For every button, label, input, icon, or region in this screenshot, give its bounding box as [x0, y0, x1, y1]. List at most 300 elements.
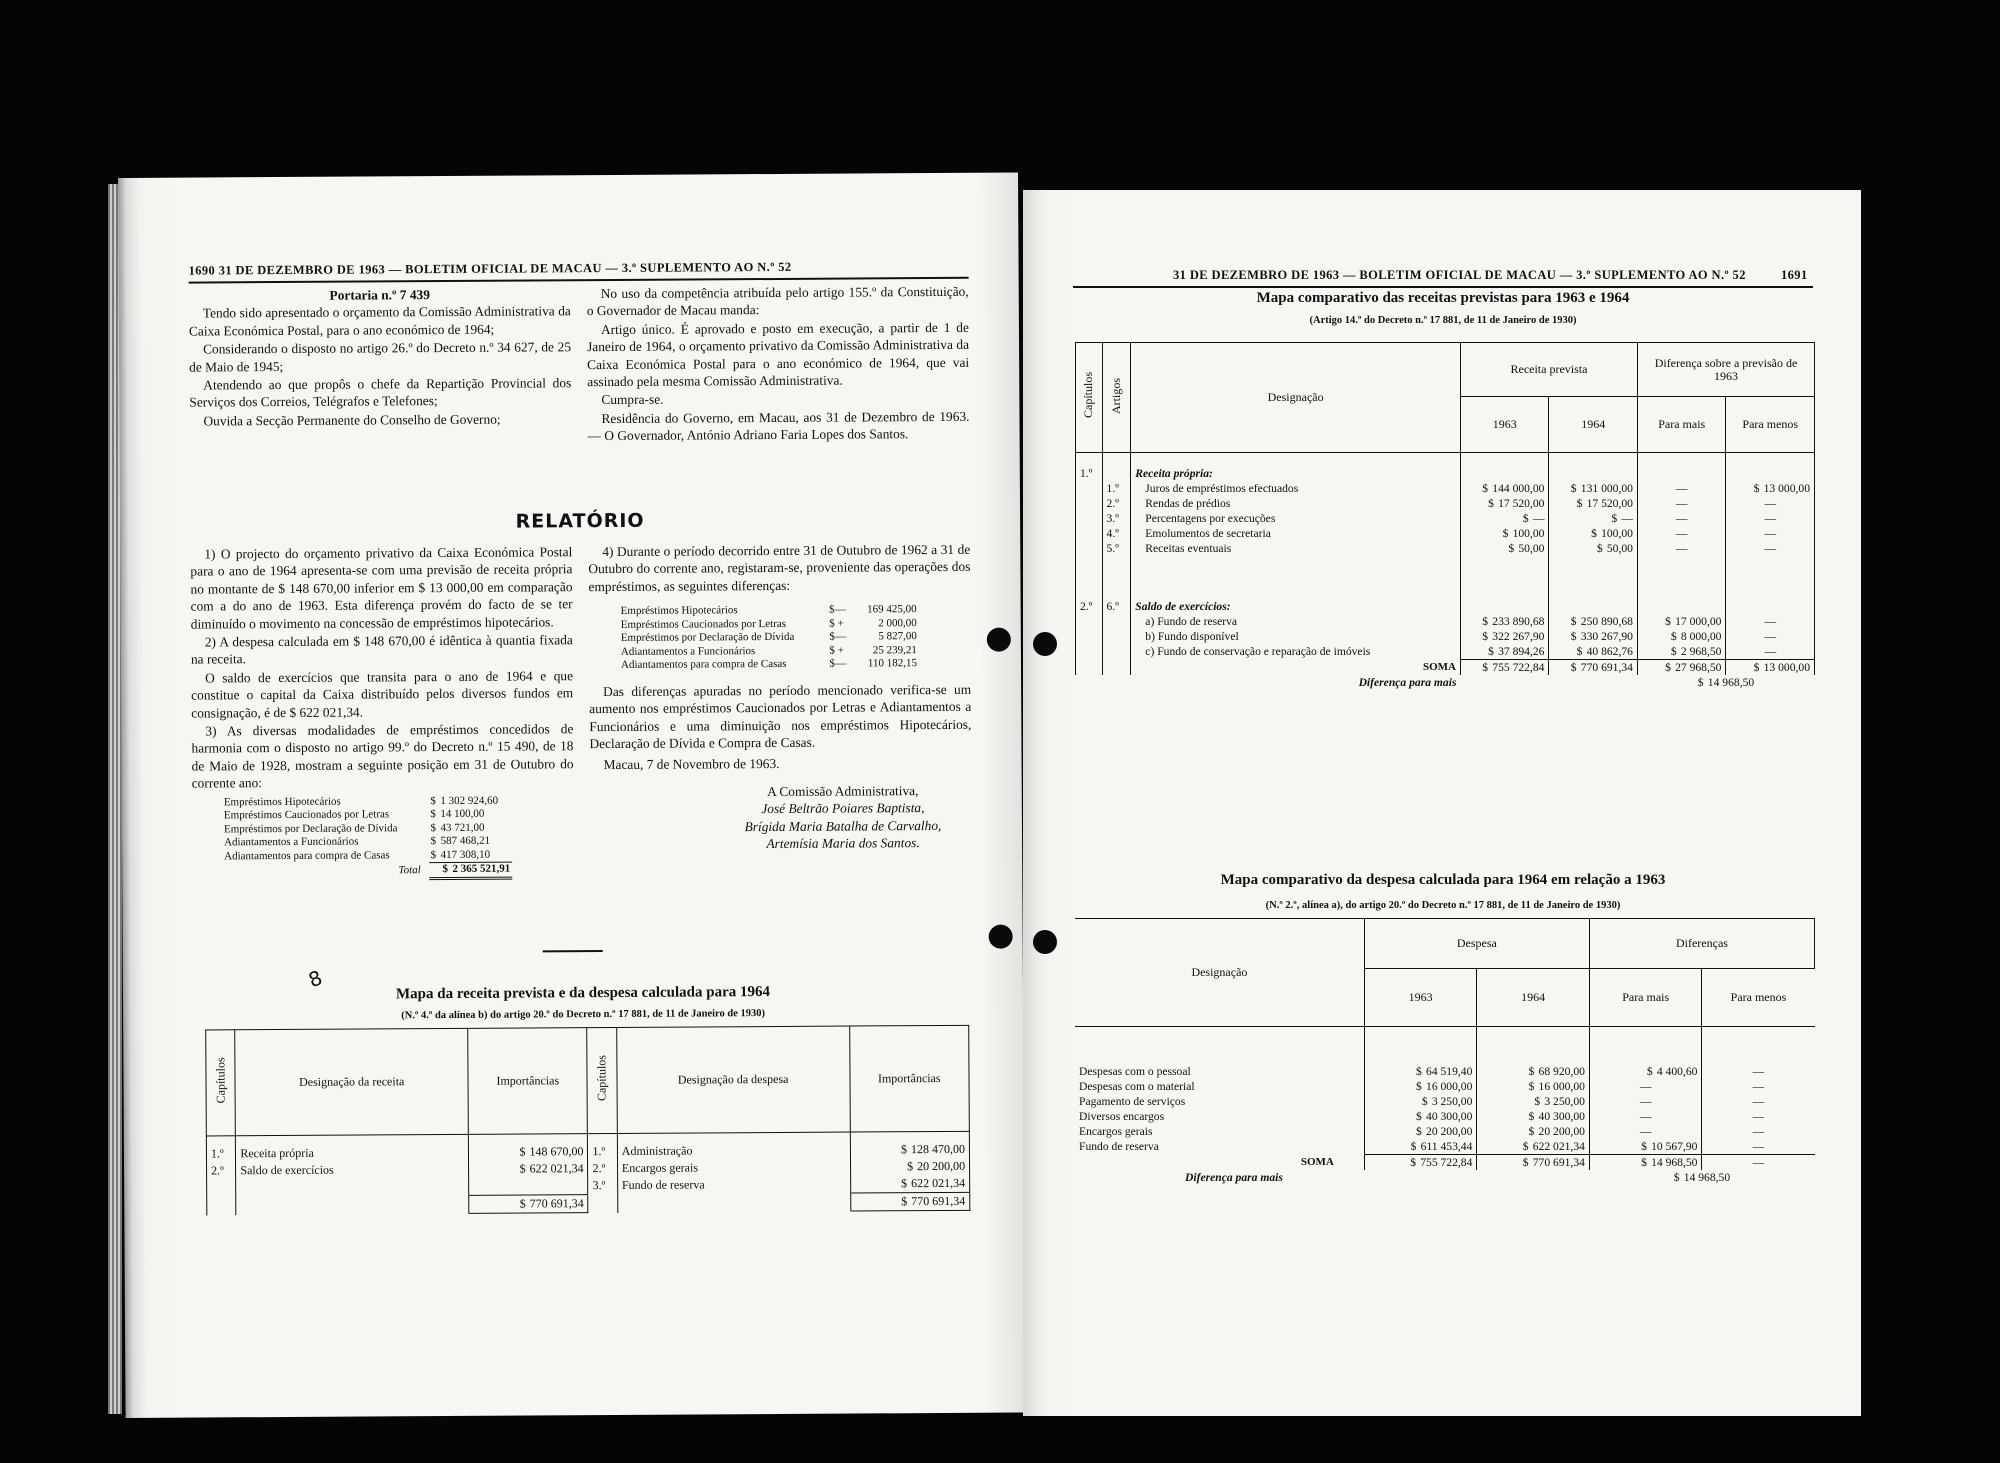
- t2-row-mais: 4 400,60: [1656, 1065, 1698, 1078]
- t2-row-menos: —: [1702, 1079, 1815, 1094]
- t1-row-menos: 13 000,00: [1763, 482, 1810, 495]
- t1-diff-value: 14 968,50: [1707, 676, 1755, 689]
- currency-sign: $: [1673, 1171, 1680, 1184]
- empty-cell: [1076, 481, 1103, 496]
- loans-total-value: 2 365 521,91: [452, 862, 511, 876]
- loan-diff-label: Empréstimos Hipotecários: [620, 604, 738, 618]
- mapa-receita-value-cell: [469, 1160, 589, 1178]
- t1-diff-label: Diferença para mais: [1358, 676, 1457, 689]
- mapa-despesa-value-cell: [850, 1158, 970, 1176]
- empty-cell: [1076, 526, 1103, 541]
- mapa-despesa-cap: 2.º: [588, 1160, 617, 1177]
- t1-row-1964: 50,00: [1606, 542, 1633, 555]
- col-importancias-rec: Importâncias: [468, 1028, 588, 1135]
- empty-cell: [1460, 586, 1549, 614]
- loan-diff-value-cell: [817, 644, 919, 658]
- loans-total-label: Total: [398, 863, 421, 876]
- loan-diff-value-cell: [817, 630, 919, 644]
- t2-row-1963-cell: [1364, 1124, 1477, 1139]
- signature-name: Brígida Maria Batalha de Carvalho,: [744, 817, 942, 834]
- left-page-header: 1690 31 DE DEZEMBRO DE 1963 — BOLETIM OFICIAL DE MACAU — 3.º SUPLEMENTO AO N.º 52: [188, 259, 792, 278]
- empty-cell: [1549, 556, 1638, 586]
- t1-row-art: [1102, 629, 1131, 644]
- empty-cell: [1102, 660, 1131, 676]
- t2-data-row: [1075, 1079, 1815, 1094]
- loan-label: Empréstimos por Declaração de Dívida: [223, 821, 398, 836]
- t2-row-label: Fundo de reserva: [1075, 1139, 1364, 1155]
- currency-sign: $: [1528, 1065, 1535, 1078]
- t1-diff-value-cell: [1637, 675, 1814, 690]
- portaria-paragraph: Residência do Governo, em Macau, aos 31 de Dezembro de 1963. — O Governador, António Adriano Faria Lopes dos Santos.: [587, 408, 970, 444]
- currency-sign: $: [1482, 482, 1489, 495]
- t1-row-1963: 100,00: [1512, 527, 1545, 540]
- signature-name: José Beltrão Poiares Baptista,: [761, 800, 925, 817]
- t2-row-mais: 10 567,90: [1651, 1140, 1698, 1153]
- relatorio-col-2: [588, 541, 972, 854]
- loan-value: 14 100,00: [440, 807, 485, 821]
- t2-sum-label: SOMA: [1075, 1155, 1364, 1171]
- portaria-paragraph: Tendo sido apresentado o orçamento da Comissão Administrativa da Caixa Económica Postal, para o ano económico de 1964;: [188, 303, 571, 339]
- mapa-total-receita: 770 691,34: [529, 1196, 584, 1211]
- t2-data-row: [1075, 1109, 1815, 1124]
- t2-row-1964-cell: [1477, 1124, 1590, 1139]
- t1-row-art: 4.º: [1102, 526, 1131, 541]
- t2-col-para-mais: Para mais: [1589, 969, 1702, 1027]
- t1-col-1963: 1963: [1460, 397, 1549, 453]
- loan-diff-label: Empréstimos Caucionados por Letras: [620, 617, 787, 631]
- t1-data-row: [1076, 541, 1815, 556]
- t2-row-1964: 3 250,00: [1544, 1095, 1585, 1108]
- t2-data-row: [1075, 1124, 1815, 1139]
- currency-sign: $: [430, 808, 436, 821]
- t1-sum-row: [1076, 660, 1815, 676]
- t2-col-1963: 1963: [1364, 969, 1477, 1027]
- mapa-title: Mapa da receita prevista e da despesa calculada para 1964: [395, 984, 771, 1003]
- t1-col-diferenca: Diferença sobre a previsão de 1963: [1637, 343, 1814, 397]
- relatorio-paragraph: O saldo de exercícios que transita para o ano de 1964 e que constitue o capital da Caixa distribuído pelos diversos fundos em consignação, é de $ 622 021,34.: [191, 668, 574, 721]
- t1-row-1964: 40 862,76: [1586, 645, 1633, 658]
- t2-sum-1964: 770 691,34: [1532, 1156, 1585, 1169]
- currency-sign: $: [1416, 1110, 1422, 1123]
- t1-data-row: [1076, 644, 1815, 660]
- empty-cell: [1549, 675, 1638, 690]
- loan-diff-label: Adiantamentos para compra de Casas: [620, 658, 787, 672]
- t1-sum-menos: 13 000,00: [1763, 661, 1810, 674]
- t2-row-1963: 64 519,40: [1426, 1065, 1473, 1078]
- loan-value-cell: [428, 794, 512, 808]
- t1-data-row: [1076, 481, 1815, 496]
- t2-data-row: [1075, 1027, 1815, 1080]
- t1-row-menos: —: [1726, 511, 1815, 526]
- t1-section-row: [1076, 586, 1815, 614]
- currency-sign: $: [900, 1142, 907, 1157]
- col-capitulos-desp: Capítulos: [594, 1055, 609, 1102]
- t1-row-mais: —: [1637, 496, 1726, 511]
- t1-row-1964-cell: [1549, 481, 1638, 496]
- loan-diff-value: 5 827,00: [878, 630, 917, 643]
- t1-diff-row: [1076, 675, 1815, 690]
- loan-value-cell: [429, 835, 513, 849]
- t1-data-row: [1076, 511, 1815, 526]
- currency-sign: $: [901, 1194, 908, 1209]
- loan-value: 43 721,00: [440, 821, 485, 834]
- t1-data-row: [1076, 496, 1815, 511]
- t1-col-capitulos: Capítulos: [1081, 372, 1096, 419]
- t1-row-1963: 17 520,00: [1498, 497, 1545, 510]
- currency-sign: $: [829, 657, 836, 670]
- loan-label: Adiantamentos para compra de Casas: [224, 849, 390, 863]
- t1-row-menos-cell: [1726, 481, 1815, 496]
- t2-row-mais-cell: [1589, 1139, 1702, 1155]
- t1-row-1964: 17 520,00: [1586, 497, 1633, 510]
- t1-row-mais: —: [1637, 511, 1726, 526]
- currency-sign: $: [901, 1176, 908, 1191]
- portaria-paragraph: Atendendo ao que propôs o chefe da Repartição Provincial dos Serviços dos Correios, Telégrafos e Telefones;: [189, 375, 572, 411]
- currency-sign: $: [1488, 645, 1494, 658]
- t1-row-menos: —: [1726, 496, 1815, 511]
- empty-cell: [1076, 675, 1103, 690]
- t1-row-mais: 8 000,00: [1680, 630, 1722, 643]
- t1-row-art: [1102, 614, 1131, 629]
- t1-data-row: [1076, 614, 1815, 629]
- t2-sum-menos: —: [1702, 1155, 1815, 1171]
- t1-row-label: Receitas eventuais: [1131, 541, 1461, 556]
- t2-col-para-menos: Para menos: [1702, 969, 1815, 1027]
- t2-col-designacao: Designação: [1075, 919, 1364, 1027]
- mapa-receita-value: 148 670,00: [529, 1144, 584, 1159]
- loan-diff-label: Adiantamentos a Funcionários: [620, 644, 756, 658]
- mapa-total-row: [207, 1192, 970, 1215]
- t1-row-1963: —: [1532, 512, 1545, 525]
- currency-sign: $: [1665, 615, 1671, 628]
- t1-row-label: a) Fundo de reserva: [1131, 614, 1461, 629]
- t1-sum-1963-cell: [1460, 660, 1549, 676]
- mapa-receita-cap: 2.º: [207, 1162, 236, 1179]
- t1-row-1964: 330 267,90: [1580, 630, 1633, 643]
- t2-row-mais: —: [1589, 1094, 1702, 1109]
- col-designacao-despesa: Designação da despesa: [617, 1026, 850, 1133]
- t1-row-mais: 2 968,50: [1680, 645, 1722, 658]
- currency-sign: $: [1488, 497, 1494, 510]
- relatorio-item-4: 4) Durante o período decorrido entre 31 de Outubro de 1962 a 31 de Outubro do corrente ano, registaram-se, proveniente das operações dos empréstimos, as seguintes diferenças:: [588, 541, 971, 594]
- t1-row-1964-cell: [1549, 496, 1638, 511]
- t2-row-menos: —: [1702, 1124, 1815, 1139]
- t1-row-1963: 37 894,26: [1498, 645, 1545, 658]
- t1-row-art: [1102, 644, 1131, 660]
- t2-row-1963-cell: [1364, 1109, 1477, 1124]
- t2-row-1964: 68 920,00: [1538, 1065, 1585, 1078]
- empty-cell: [588, 1194, 617, 1212]
- empty-cell: [1637, 586, 1726, 614]
- t1-row-menos: —: [1726, 541, 1815, 556]
- t2-row-1963: 16 000,00: [1426, 1080, 1473, 1093]
- loan-diff-value-cell: [817, 657, 919, 671]
- empty-cell: [1460, 675, 1549, 690]
- t1-row-mais-cell: [1637, 614, 1726, 629]
- t2-row-mais: —: [1589, 1124, 1702, 1139]
- t1-row-1964: —: [1621, 512, 1633, 525]
- empty-cell: [1460, 453, 1549, 482]
- t1-row-1964-cell: [1549, 644, 1638, 660]
- t1-row-mais: —: [1637, 526, 1726, 541]
- t2-row-label: Encargos gerais: [1075, 1124, 1364, 1139]
- handwritten-mark: 8: [305, 965, 326, 993]
- currency-sign: $: [1410, 1140, 1417, 1153]
- empty-cell: [1076, 644, 1103, 660]
- punch-hole: [987, 628, 1011, 652]
- loan-diff-sign: +: [837, 644, 845, 657]
- loan-value-cell: [429, 848, 513, 863]
- t2-row-1963: 3 250,00: [1431, 1095, 1473, 1108]
- table1-subtitle: (Artigo 14.º do Decreto n.º 17 881, de 11 de Janeiro de 1930): [1309, 315, 1577, 326]
- t2-row-label: Pagamento de serviços: [1075, 1094, 1364, 1109]
- currency-sign: $: [1534, 1095, 1541, 1108]
- currency-sign: $: [519, 1196, 526, 1211]
- signature-head: A Comissão Administrativa,: [767, 782, 919, 799]
- t1-row-1963: 322 267,90: [1492, 630, 1545, 643]
- t1-row-1963: 144 000,00: [1492, 482, 1545, 495]
- t1-row-1964-cell: [1549, 541, 1638, 556]
- t1-row-label: Rendas de prédios: [1131, 496, 1461, 511]
- t2-row-menos: —: [1702, 1027, 1815, 1080]
- mapa-receita-label: Saldo de exercícios: [236, 1161, 469, 1179]
- t1-row-label: Percentagens por execuções: [1131, 511, 1461, 526]
- empty-cell: [1364, 1170, 1477, 1185]
- t1-row-art: 2.º: [1102, 496, 1131, 511]
- empty-cell: [1076, 511, 1103, 526]
- empty-cell: [1076, 541, 1103, 556]
- empty-cell: [1477, 1170, 1590, 1185]
- t2-row-1964-cell: [1477, 1094, 1590, 1109]
- mapa-total-despesa-cell: [850, 1192, 970, 1211]
- t1-row-1963-cell: [1460, 541, 1549, 556]
- relatorio-col-1: [190, 543, 574, 881]
- t1-row-mais-cell: [1637, 629, 1726, 644]
- mapa-despesa-label: Fundo de reserva: [617, 1176, 850, 1195]
- mapa-despesa-value: 622 021,34: [911, 1175, 966, 1191]
- currency-sign: $: [1482, 630, 1489, 643]
- currency-sign: $: [519, 1161, 526, 1176]
- t1-row-1963-cell: [1460, 511, 1549, 526]
- empty-cell: [1726, 556, 1815, 586]
- loan-row: [222, 848, 512, 864]
- currency-sign: $: [1641, 1140, 1647, 1153]
- t1-row-1964: 131 000,00: [1580, 482, 1633, 495]
- t1-col-designacao: Designação: [1131, 343, 1461, 453]
- t1-sum-1963: 755 722,84: [1492, 661, 1545, 674]
- t2-sum-1963-cell: [1364, 1155, 1477, 1171]
- loan-diff-sign: —: [835, 603, 847, 616]
- relatorio-paragraph: 3) As diversas modalidades de empréstimos concedidos de harmonia com o disposto no artigo 99.º do Decreto n.º 15 490, de 18 de Maio de 1928, mostram a seguinte posição em 31 de Outubro do corrente ano:: [191, 721, 574, 791]
- col-capitulos-rec: Capítulos: [213, 1057, 228, 1104]
- mapa-receita-despesa-table: [205, 1025, 970, 1216]
- currency-sign: $: [1482, 661, 1489, 674]
- empty-cell: [1076, 629, 1103, 644]
- loan-diff-sign: —: [835, 630, 847, 643]
- loan-value: 1 302 924,60: [440, 794, 499, 807]
- t2-row-1964: 40 300,00: [1538, 1110, 1585, 1123]
- loans-october-table: Empréstimos Hipotecários $ 1 302 924,60 Empréstimos Caucionados por Letras $ 14 100,00 Empréstimos por Declaração de Dívida $ 43 721,00 Adiantamentos a Funcionários $ 587 468,21 Adiantamentos para compra de Casas $ 417 308,10 Total $ 2 365 521,91: [222, 794, 513, 881]
- loan-value-cell: [428, 821, 512, 835]
- currency-sign: $: [430, 835, 437, 848]
- t1-row-art: 3.º: [1102, 511, 1131, 526]
- currency-sign: $: [1528, 1080, 1535, 1093]
- t1-section-title: Saldo de exercícios:: [1131, 586, 1461, 614]
- mapa-despesa-cap: 1.º: [588, 1133, 618, 1160]
- t2-row-mais-cell: [1589, 1027, 1702, 1080]
- t1-row-menos: —: [1726, 629, 1815, 644]
- portaria-col-1: [189, 285, 572, 431]
- mapa-subtitle: (N.º 4.º da alínea b) do artigo 20.º do Decreto n.º 17 881, de 11 de Janeiro de 1930): [401, 1008, 766, 1022]
- t2-row-menos: —: [1702, 1109, 1815, 1124]
- t2-row-1964: 20 200,00: [1538, 1125, 1585, 1138]
- t1-row-1964-cell: [1549, 614, 1638, 629]
- mapa-despesa-value: 128 470,00: [910, 1141, 965, 1157]
- t1-row-1964-cell: [1549, 629, 1638, 644]
- loan-value-cell: [428, 808, 512, 822]
- empty-cell: [1131, 556, 1461, 586]
- loan-diff-label: Empréstimos por Declaração de Dívida: [620, 631, 795, 645]
- t1-row-menos: —: [1726, 644, 1815, 660]
- portaria-paragraph: Considerando o disposto no artigo 26.º do Decreto n.º 34 627, de 25 de Maio de 1945;: [189, 339, 572, 375]
- empty-cell: [1726, 586, 1815, 614]
- t1-data-row: [1076, 629, 1815, 644]
- t2-row-1963-cell: [1364, 1094, 1477, 1109]
- t1-row-1963-cell: [1460, 496, 1549, 511]
- t2-row-1963-cell: [1364, 1079, 1477, 1094]
- t1-row-label: Emolumentos de secretaria: [1131, 526, 1461, 541]
- empty-cell: [1076, 556, 1103, 586]
- t1-row-label: Juros de empréstimos efectuados: [1131, 481, 1461, 496]
- t1-data-row: [1076, 526, 1815, 541]
- portaria-paragraph: No uso da competência atribuída pelo artigo 155.º da Constituição, o Governador de Macau manda:: [586, 283, 969, 319]
- t2-row-menos: —: [1702, 1139, 1815, 1155]
- right-page: [1023, 190, 1861, 1416]
- t2-row-1964-cell: [1477, 1079, 1590, 1094]
- loan-diff-value: 110 182,15: [867, 657, 918, 670]
- right-page-number: 1691: [1781, 268, 1808, 282]
- t1-section-row: [1076, 453, 1815, 482]
- mapa-despesa-value-cell: [850, 1175, 970, 1193]
- mapa-total-despesa: 770 691,34: [911, 1193, 966, 1209]
- t1-row-art: 1.º: [1102, 481, 1131, 496]
- t2-sum-1964-cell: [1477, 1155, 1590, 1171]
- mapa-despesa-value: 20 200,00: [917, 1158, 966, 1174]
- currency-sign: $: [1596, 542, 1603, 555]
- t1-row-1963-cell: [1460, 644, 1549, 660]
- table1-title: Mapa comparativo das receitas previstas para 1963 e 1964: [1256, 290, 1630, 306]
- currency-sign: $: [1522, 512, 1529, 525]
- mapa-receita-label: Receita própria: [236, 1134, 469, 1162]
- t2-row-1964-cell: [1477, 1109, 1590, 1124]
- t2-col-despesa: Despesa: [1364, 919, 1589, 969]
- empty-cell: [1549, 453, 1638, 482]
- t1-col-para-menos: Para menos: [1726, 397, 1815, 453]
- t2-diff-value: 14 968,50: [1683, 1171, 1731, 1184]
- loan-diff-value-cell: [817, 617, 919, 631]
- currency-sign: $: [1665, 661, 1671, 674]
- currency-sign: $: [1753, 661, 1760, 674]
- t1-col-1964: 1964: [1549, 397, 1638, 453]
- currency-sign: $: [1570, 661, 1577, 674]
- t1-sum-1964-cell: [1549, 660, 1638, 676]
- t1-sum-mais-cell: [1637, 660, 1726, 676]
- currency-sign: $: [1576, 497, 1583, 510]
- currency-sign: $: [1697, 676, 1704, 689]
- t2-sum-1963: 755 722,84: [1420, 1156, 1473, 1169]
- portaria-paragraph: Ouvida a Secção Permanente do Conselho de Governo;: [203, 411, 501, 429]
- portaria-paragraph: Artigo único. É aprovado e posto em execução, a partir de 1 de Janeiro de 1964, o orçamento privativo da Comissão Administrativa da Caixa Económica Postal para o ano económico de 1964, que vai assinado pela mesma Comissão Administrativa.: [586, 319, 970, 390]
- empty-cell: [1076, 496, 1103, 511]
- loan-value: 587 468,21: [440, 834, 491, 848]
- left-page: [118, 173, 1026, 1418]
- loan-label: Empréstimos Caucionados por Letras: [223, 808, 390, 822]
- table2-title: Mapa comparativo da despesa calculada para 1964 em relação a 1963: [1220, 872, 1666, 888]
- date-line: Macau, 7 de Novembro de 1963.: [603, 756, 780, 773]
- t2-col-1964: 1964: [1477, 969, 1590, 1027]
- t1-row-1963: 50,00: [1518, 542, 1545, 555]
- t1-row-menos: —: [1726, 614, 1815, 629]
- currency-sign: $: [1410, 1156, 1417, 1169]
- t2-data-row: [1075, 1094, 1815, 1109]
- t2-data-row: [1075, 1139, 1815, 1155]
- currency-sign: $: [1416, 1080, 1422, 1093]
- currency-sign: $: [1570, 482, 1577, 495]
- t1-section-cap: 1.º: [1076, 453, 1103, 482]
- currency-sign: $: [519, 1144, 526, 1159]
- t2-row-label: Despesas com o pessoal: [1075, 1027, 1364, 1080]
- t1-row-1963-cell: [1460, 526, 1549, 541]
- signature-name: Artemísia Maria dos Santos.: [766, 835, 920, 852]
- t2-row-1964-cell: [1477, 1139, 1590, 1155]
- empty-cell: [469, 1177, 589, 1195]
- t1-row-label: b) Fundo disponível: [1131, 629, 1461, 644]
- empty-cell: [1637, 453, 1726, 482]
- currency-sign: $: [1570, 630, 1577, 643]
- currency-sign: $: [1670, 645, 1677, 658]
- currency-sign: $: [1502, 527, 1509, 540]
- currency-sign: $: [1753, 482, 1760, 495]
- receitas-comparison-table: [1075, 342, 1815, 690]
- empty-cell: [236, 1195, 469, 1214]
- t1-row-mais: 17 000,00: [1675, 615, 1722, 628]
- t2-diff-row: [1075, 1170, 1815, 1185]
- currency-sign: $: [829, 644, 835, 657]
- currency-sign: $: [829, 603, 835, 616]
- currency-sign: $: [1641, 1156, 1647, 1169]
- portaria-col-2: [587, 283, 970, 446]
- t2-sum-row: [1075, 1155, 1815, 1171]
- loan-label: Adiantamentos a Funcionários: [224, 835, 359, 849]
- empty-cell: [1076, 660, 1103, 676]
- currency-sign: $: [1528, 1125, 1535, 1138]
- table2-subtitle: (N.º 2.º, alínea a), do artigo 20.º do Decreto n.º 17 881, de 11 de Janeiro de 1930): [1265, 900, 1621, 911]
- relatorio-title: RELATÓRIO: [515, 509, 645, 533]
- mapa-receita-cap: 1.º: [206, 1136, 236, 1163]
- t1-section-art: [1102, 453, 1131, 482]
- t1-sum-mais: 27 968,50: [1675, 661, 1722, 674]
- t1-section-cap: 2.º: [1076, 586, 1103, 614]
- t1-row-menos: —: [1726, 526, 1815, 541]
- loan-diff-value: 25 239,21: [872, 643, 917, 657]
- currency-sign: $: [1421, 1095, 1428, 1108]
- empty-cell: [207, 1179, 236, 1197]
- despesa-comparison-table: [1075, 918, 1815, 1185]
- currency-sign: $: [907, 1159, 914, 1174]
- currency-sign: $: [1508, 542, 1515, 555]
- t1-row-mais: —: [1637, 481, 1726, 496]
- empty-cell: [236, 1178, 469, 1197]
